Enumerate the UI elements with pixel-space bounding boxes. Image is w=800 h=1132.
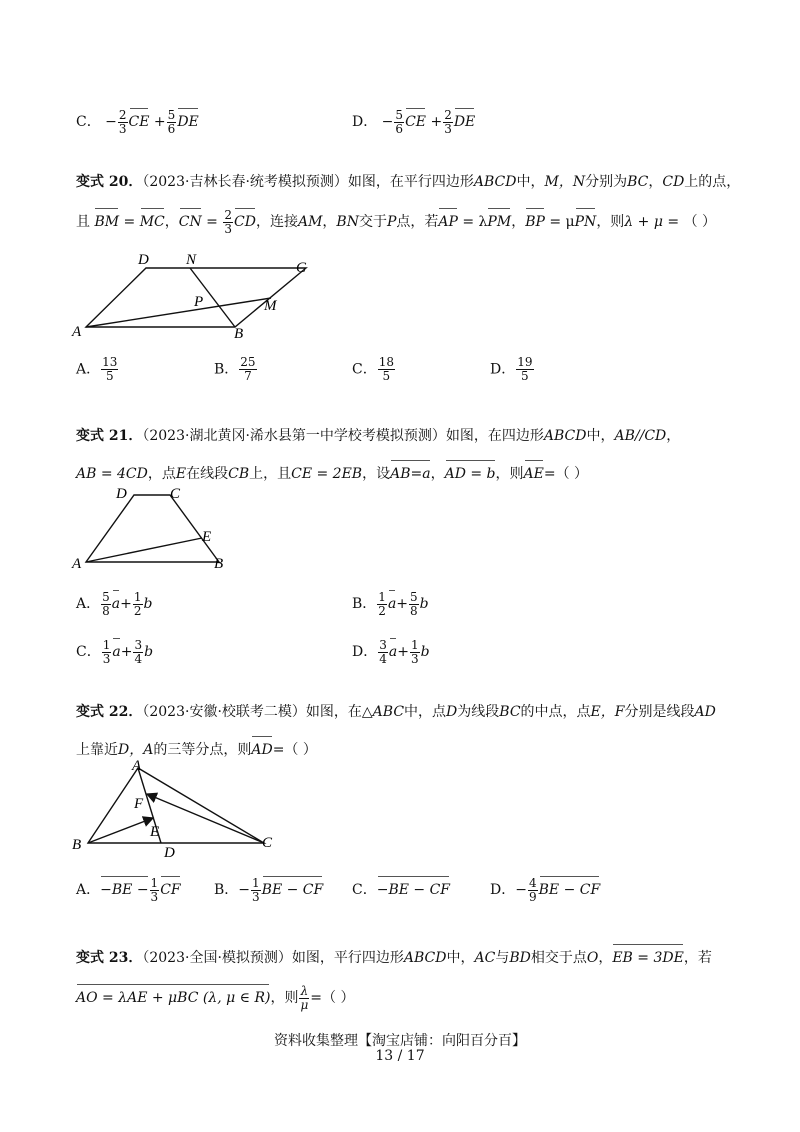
q23-line2: AO = λAE + μBC (λ, μ ∈ R)，则 $\frac{\lambda}{\mu}$ =（ ） (76, 983, 355, 1012)
trapezoid-abcd (86, 495, 219, 562)
q20-option-a: A． $\frac{13}{5}$ (76, 355, 118, 383)
point-label-e: E (202, 529, 212, 545)
point-label-b: B (234, 326, 244, 342)
vector-cf (147, 794, 264, 843)
point-label-d: D (164, 845, 175, 860)
footer-source: 资料收集整理【淘宝店铺：向阳百分百】 (274, 1033, 526, 1049)
q21-option-d: D． $\frac{3}{4}$ a+ $\frac{1}{3}$ b (352, 637, 430, 666)
segment-am (86, 298, 271, 327)
point-label-c: C (262, 835, 273, 851)
q22-line2: 上靠近D，A的三等分点，则AD=（ ） (76, 734, 317, 760)
q21-trapezoid-figure (66, 484, 236, 570)
q19-option-d: D． − $\frac{5}{6}$ CE + $\frac{2}{3}$ DE (352, 107, 476, 136)
point-label-c: C (170, 486, 181, 502)
q21-option-b: B． $\frac{1}{2}$ a+ $\frac{5}{8}$ b (352, 589, 429, 618)
q20-option-b: B． $\frac{25}{7}$ (214, 355, 256, 383)
q20-option-d: D． $\frac{19}{5}$ (490, 355, 533, 383)
point-label-f: F (134, 796, 144, 812)
q22-triangle-figure (66, 756, 290, 860)
point-label-n: N (186, 252, 197, 268)
vector-be (88, 818, 153, 843)
q21-option-a: A． $\frac{5}{8}$ a+ $\frac{1}{2}$ b (76, 589, 153, 618)
point-label-p: P (194, 294, 204, 310)
point-label-b: B (72, 837, 82, 853)
q19-option-c: C． − $\frac{2}{3}$ CE + $\frac{5}{6}$ DE (76, 107, 199, 136)
q22-option-d: D．− $\frac{4}{9}$ BE − CF (490, 875, 601, 904)
point-label-c: C (296, 260, 307, 276)
q22-option-b: B．− $\frac{1}{3}$ BE − CF (214, 875, 324, 904)
point-label-d: D (116, 486, 127, 502)
page-number: 13 / 17 (375, 1048, 425, 1064)
q22-option-a: A．−BE − $\frac{1}{3}$ CF (76, 875, 181, 904)
segment-ae (86, 538, 202, 562)
q20-line1: 变式 20．（2023·吉林长春·统考模拟预测）如图，在平行四边形ABCD中，M，N分别为BC，CD上的点， (76, 174, 741, 190)
point-label-m: M (264, 298, 277, 314)
point-label-a: A (72, 324, 82, 340)
q21-line1: 变式 21．（2023·湖北黄冈·浠水县第一中学校考模拟预测）如图，在四边形ABCD中，AB//CD， (76, 428, 681, 444)
q22-option-c: C．−BE − CF (352, 874, 450, 900)
q20-line2: 且 BM = MC，CN = $\frac{2}{3}$ CD，连接AM，BN交于P点，若AP = λPM，BP = μPN，则λ + μ = （ ） (76, 207, 717, 236)
q20-parallelogram-figure (66, 248, 326, 344)
point-label-e: E (150, 824, 160, 840)
point-label-d: D (138, 252, 149, 268)
q21-line2: AB = 4CD，点E在线段CB上，且CE = 2EB，设AB=a，AD = b，则AE=（ ） (76, 458, 588, 484)
q20-option-c: C． $\frac{18}{5}$ (352, 355, 394, 383)
q23-line1: 变式 23．（2023·全国·模拟预测）如图，平行四边形ABCD中，AC与BD相交于点O，EB = 3DE，若 (76, 942, 712, 968)
point-label-a: A (72, 556, 82, 570)
point-label-b: B (214, 556, 224, 570)
q21-option-c: C． $\frac{1}{3}$ a+ $\frac{3}{4}$ b (76, 637, 154, 666)
q22-line1: 变式 22．（2023·安徽·校联考二模）如图，在△ABC中，点D为线段BC的中点，点E，F分别是线段AD (76, 704, 716, 720)
point-label-a: A (132, 758, 142, 774)
